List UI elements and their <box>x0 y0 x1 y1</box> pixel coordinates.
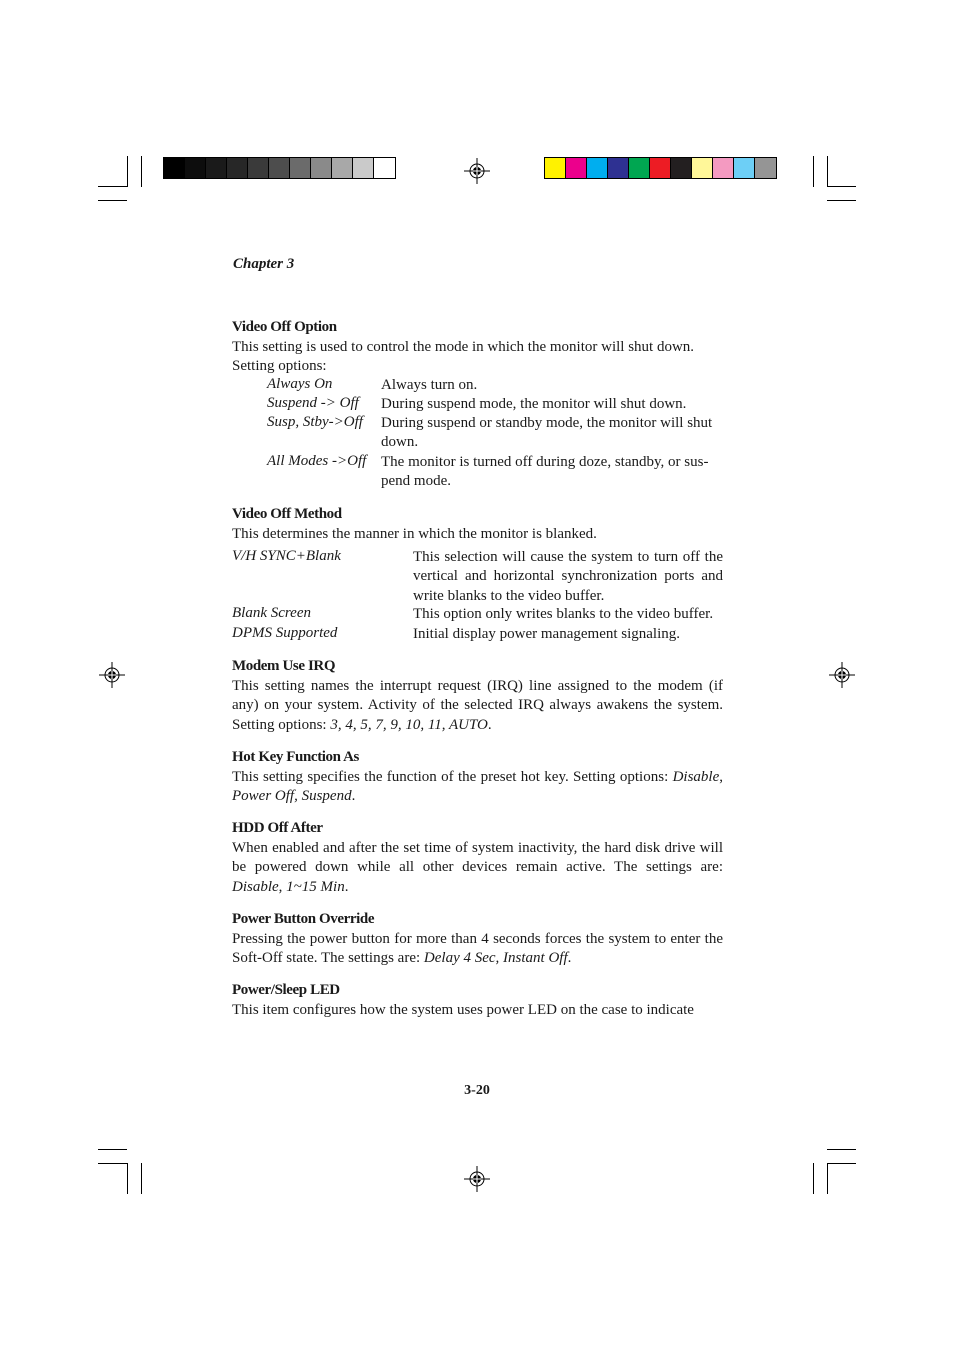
color-swatch <box>206 158 227 178</box>
color-swatch <box>566 158 587 178</box>
crop-mark <box>127 156 128 187</box>
color-swatch <box>164 158 185 178</box>
option-term: V/H SYNC+Blank <box>232 548 341 564</box>
color-swatch <box>269 158 290 178</box>
crop-mark <box>141 156 142 187</box>
section-heading-modem-use-irq: Modem Use IRQ <box>232 658 336 674</box>
crop-mark <box>827 1149 856 1150</box>
option-desc: This option only writes blanks to the video buffer. <box>413 606 714 622</box>
crop-mark <box>98 200 127 201</box>
option-desc: During suspend mode, the monitor will shut down. <box>381 396 687 412</box>
section-text: Pressing the power button for more than 4 seconds forces the system to enter the Soft-Off state. The settings are: Delay 4 Sec, Instant Off. <box>232 931 723 967</box>
chapter-label: Chapter 3 <box>233 256 295 272</box>
section-text: This determines the manner in which the monitor is blanked. <box>232 526 597 542</box>
color-swatch <box>311 158 332 178</box>
option-term: Always On <box>267 376 333 392</box>
registration-mark-icon <box>99 662 125 688</box>
option-term: Blank Screen <box>232 605 311 621</box>
registration-mark-icon <box>464 158 490 184</box>
option-desc: This selection will cause the system to turn off the vertical and horizontal synchronization ports and write blanks to the video buffer. <box>413 549 723 604</box>
section-heading-power-button-override: Power Button Override <box>232 911 375 927</box>
section-text: This item configures how the system uses power LED on the case to indicate <box>232 1002 694 1018</box>
option-desc: During suspend or standby mode, the monitor will shut down. <box>381 415 713 451</box>
page-number: 3-20 <box>464 1083 490 1098</box>
crop-mark <box>141 1163 142 1194</box>
option-term: Suspend -> Off <box>267 395 359 411</box>
color-swatch <box>608 158 629 178</box>
color-swatch <box>185 158 206 178</box>
color-swatch <box>692 158 713 178</box>
grayscale-swatch-bar <box>163 157 396 179</box>
color-swatch <box>629 158 650 178</box>
color-swatch-bar <box>544 157 777 179</box>
registration-mark-icon <box>829 662 855 688</box>
crop-mark <box>813 1163 814 1194</box>
color-swatch <box>545 158 566 178</box>
option-term: Susp, Stby->Off <box>267 414 363 430</box>
crop-mark <box>98 186 127 187</box>
section-heading-hdd-off-after: HDD Off After <box>232 820 323 836</box>
option-desc: The monitor is turned off during doze, standby, or sus- pend mode. <box>381 454 709 490</box>
section-heading-power-sleep-led: Power/Sleep LED <box>232 982 340 998</box>
section-heading-video-off-option: Video Off Option <box>232 319 337 335</box>
section-text: When enabled and after the set time of system inactivity, the hard disk drive will be powered down while all other devices remain active. The settings are: Disable, 1~15 Min. <box>232 840 723 895</box>
color-swatch <box>374 158 395 178</box>
color-swatch <box>332 158 353 178</box>
section-text: This setting specifies the function of the preset hot key. Setting options: Disable, Power Off, Suspend. <box>232 769 723 805</box>
option-term: DPMS Supported <box>232 625 338 641</box>
section-heading-video-off-method: Video Off Method <box>232 506 342 522</box>
crop-mark <box>827 1163 828 1194</box>
crop-mark <box>813 156 814 187</box>
option-desc: Initial display power management signaling. <box>413 626 681 642</box>
color-swatch <box>650 158 671 178</box>
color-swatch <box>671 158 692 178</box>
crop-mark <box>98 1149 127 1150</box>
section-text: This setting names the interrupt request (IRQ) line assigned to the modem (if any) on your system. Activity of the selected IRQ always awakens the system. Setting options: 3, 4, 5, 7, 9, 10, 11, AUTO. <box>232 678 723 733</box>
crop-mark <box>98 1163 127 1164</box>
crop-mark <box>827 200 856 201</box>
color-swatch <box>353 158 374 178</box>
color-swatch <box>755 158 776 178</box>
crop-mark <box>827 1163 856 1164</box>
color-swatch <box>227 158 248 178</box>
color-swatch <box>587 158 608 178</box>
crop-mark <box>827 156 828 187</box>
option-desc: Always turn on. <box>381 377 478 393</box>
option-term: All Modes ->Off <box>267 453 367 469</box>
color-swatch <box>713 158 734 178</box>
section-text: This setting is used to control the mode in which the monitor will shut down. Setting options: <box>232 339 695 375</box>
color-swatch <box>248 158 269 178</box>
color-swatch <box>734 158 755 178</box>
color-swatch <box>290 158 311 178</box>
section-heading-hot-key: Hot Key Function As <box>232 749 359 765</box>
crop-mark <box>127 1163 128 1194</box>
registration-mark-icon <box>464 1166 490 1192</box>
crop-mark <box>827 186 856 187</box>
